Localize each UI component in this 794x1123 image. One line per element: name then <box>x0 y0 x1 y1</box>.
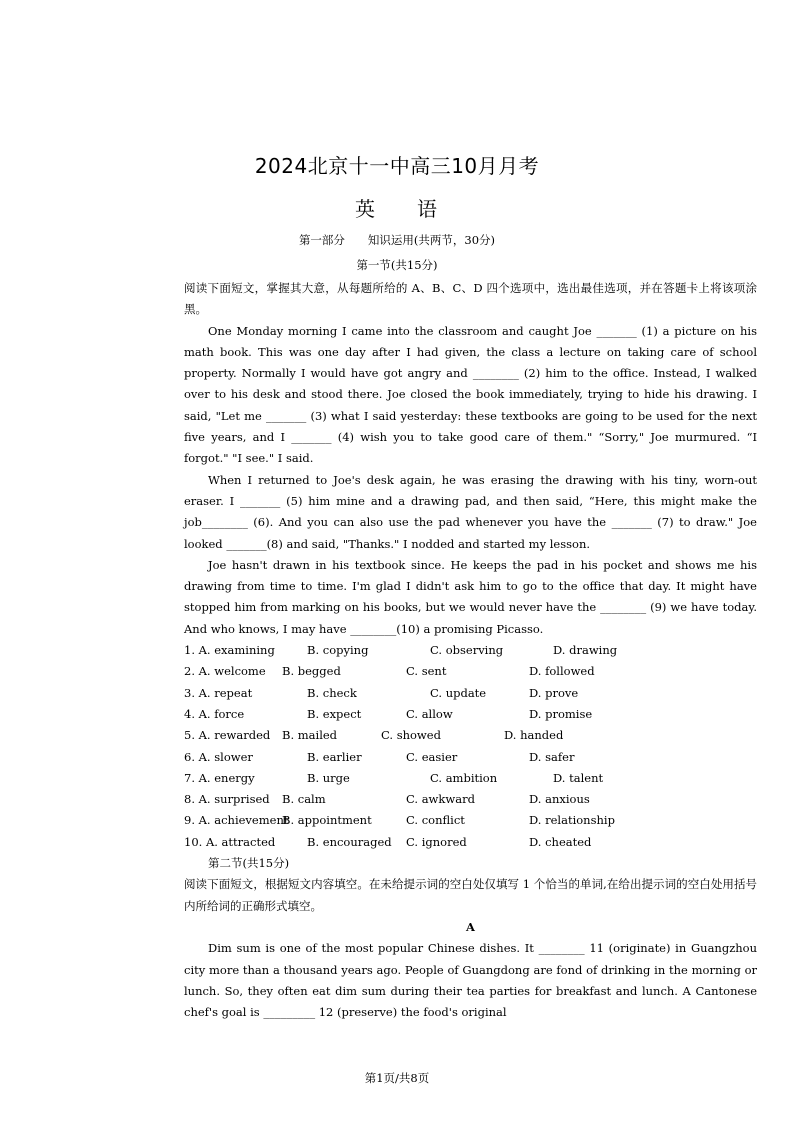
option-a: 2. A. welcome <box>184 664 266 679</box>
options-list <box>184 640 757 853</box>
option-row <box>184 747 757 768</box>
option-b: B. check <box>307 685 357 700</box>
option-b: B. mailed <box>282 728 338 743</box>
option-a: 4. A. force <box>184 706 245 721</box>
option-d: D. followed <box>529 664 595 679</box>
section1-heading: 第一节(共15分) <box>356 258 438 272</box>
subject-title <box>0 193 794 222</box>
subject-char-1: 英 <box>355 197 377 221</box>
option-a: 7. A. energy <box>184 770 255 785</box>
part-heading: 第一部分 知识运用(共两节，30分) <box>298 233 496 247</box>
passage-paragraph: One Monday morning I came into the classroom and caught Joe _______ (1) a picture on his math book. This was one day after I had given, the class a lecture on taking care of school property. Normally I would have got angry and ________ (2) him to the office. Instead, I walked over to his desk and stood there. Joe closed the book immediately, trying to hide his drawing. I said, "Let me _______ (3) what I said yesterday: these textbooks are going to be used for the next five years, and I _______ (4) wish you to take good care of them." “Sorry," Joe murmured. “I forgot." "I see." I said. <box>184 323 757 466</box>
passage-paragraph: Dim sum is one of the most popular Chinese dishes. It ________ 11 (originate) in Guangzhou city more than a thousand years ago. People of Guangdong are fond of drinking in the morning or lunch. So, they often eat dim sum during their tea parties for breakfast and lunch. A Cantonese chef's goal is _________ 12 (preserve) the food's original <box>184 941 757 1020</box>
option-b: B. earlier <box>307 749 362 764</box>
option-c: C. ambition <box>430 770 498 785</box>
option-a: 9. A. achievement <box>184 813 289 828</box>
exam-body <box>184 278 757 1023</box>
section2-heading: 第二节(共15分) <box>208 856 290 871</box>
option-c: C. conflict <box>406 813 465 828</box>
option-a: 8. A. surprised <box>184 792 270 807</box>
option-row <box>184 789 757 810</box>
section1-instructions: 阅读下面短文，掌握其大意，从每题所给的 A、B、C、D 四个选项中，选出最佳选项，并在答题卡上将该项涂黑。 <box>184 281 757 317</box>
passage-paragraph: Joe hasn't drawn in his textbook since. He keeps the pad in his pocket and shows me his drawing from time to time. I'm glad I didn't ask him to go to the office that day. It might have stopped him from marking on his books, but we would never have the ________ (9) we have today. And who knows, I may have ________(10) a promising Picasso. <box>184 557 757 636</box>
option-c: C. ignored <box>406 834 467 849</box>
subject-char-2: 语 <box>417 197 439 221</box>
option-b: B. begged <box>282 664 341 679</box>
option-row <box>184 832 757 853</box>
option-a: 6. A. slower <box>184 749 253 764</box>
option-row <box>184 661 757 682</box>
section2-instructions: 阅读下面短文，根据短文内容填空。在未给提示词的空白处仅填写 1 个恰当的单词,在给出提示词的空白处用括号内所给词的正确形式填空。 <box>184 877 757 913</box>
option-b: B. urge <box>307 770 350 785</box>
option-c: C. easier <box>406 749 458 764</box>
option-c: C. showed <box>381 728 441 743</box>
option-row <box>184 704 757 725</box>
exam-title: 2024北京十一中高三10月月考 <box>254 154 540 178</box>
option-d: D. anxious <box>529 792 590 807</box>
option-row <box>184 640 757 661</box>
option-a: 1. A. examining <box>184 643 275 658</box>
option-c: C. observing <box>430 643 504 658</box>
option-a: 3. A. repeat <box>184 685 253 700</box>
option-d: D. relationship <box>529 813 615 828</box>
option-b: B. calm <box>282 792 326 807</box>
option-b: B. copying <box>307 643 369 658</box>
option-c: C. awkward <box>406 792 475 807</box>
option-row <box>184 810 757 831</box>
option-d: D. handed <box>504 728 564 743</box>
page-number: 第1页/共8页 <box>364 1071 430 1085</box>
option-c: C. allow <box>406 706 453 721</box>
option-row <box>184 768 757 789</box>
option-a: 5. A. rewarded <box>184 728 271 743</box>
option-c: C. update <box>430 685 487 700</box>
option-d: D. talent <box>553 770 604 785</box>
passage-paragraph: When I returned to Joe's desk again, he was erasing the drawing with his tiny, worn-out eraser. I _______ (5) him mine and a drawing pad, and then said, “Here, this might make the job________ (6). And you can also use the pad whenever you have the _______ (7) to draw." Joe looked _______(8) and said, "Thanks." I nodded and started my lesson. <box>184 472 757 551</box>
option-b: B. appointment <box>282 813 372 828</box>
option-a: 10. A. attracted <box>184 834 276 849</box>
option-d: D. prove <box>529 685 579 700</box>
option-row <box>184 725 757 746</box>
option-b: B. encouraged <box>307 834 392 849</box>
option-d: D. cheated <box>529 834 592 849</box>
option-d: D. drawing <box>553 643 618 658</box>
passage-label: A <box>466 919 475 934</box>
option-d: D. safer <box>529 749 575 764</box>
option-b: B. expect <box>307 706 362 721</box>
option-row <box>184 683 757 704</box>
option-d: D. promise <box>529 706 593 721</box>
option-c: C. sent <box>406 664 447 679</box>
